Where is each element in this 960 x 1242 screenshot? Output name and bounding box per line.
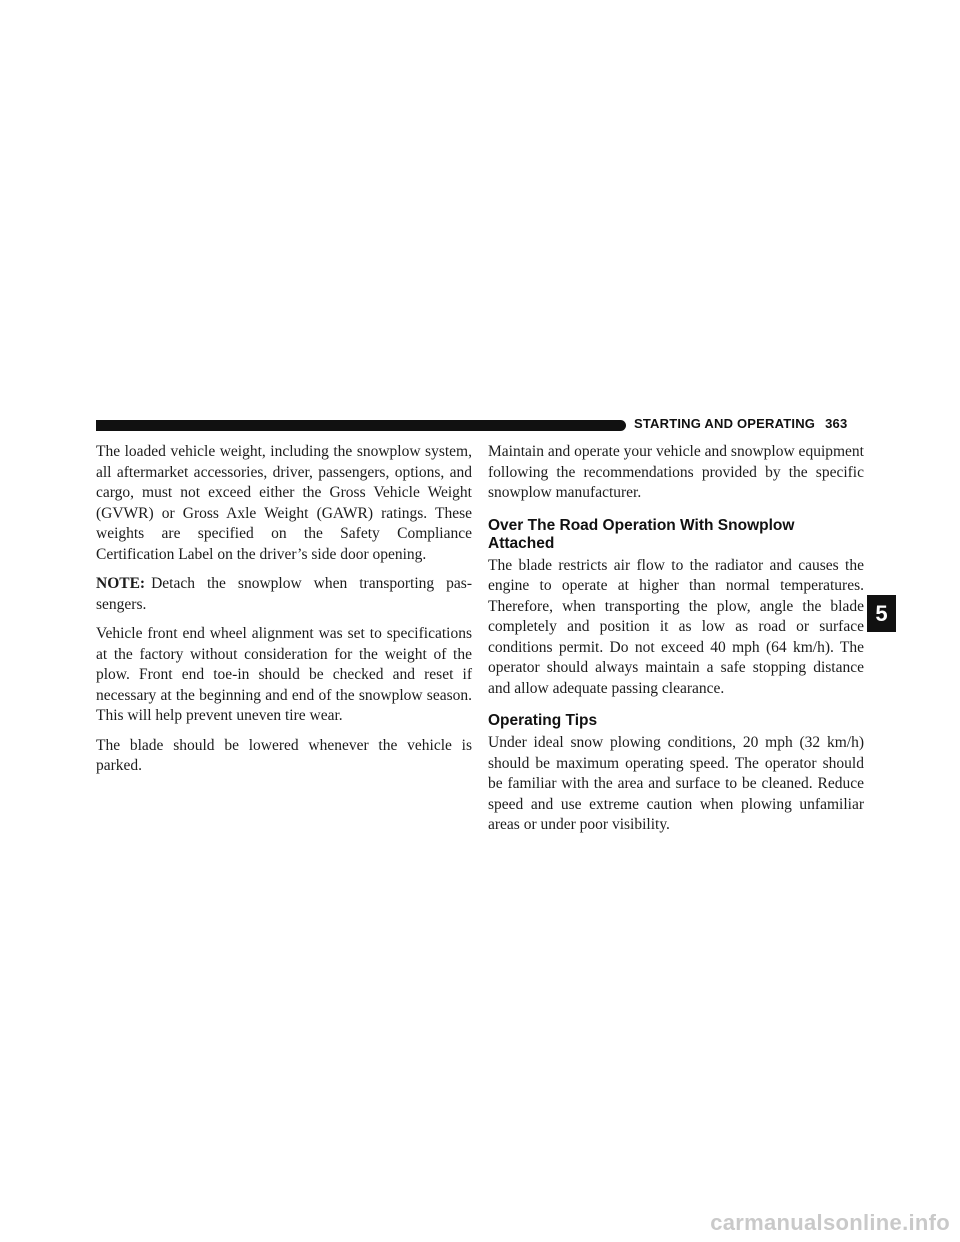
note-paragraph bbox=[96, 574, 472, 615]
running-header bbox=[634, 416, 847, 431]
right-column bbox=[488, 442, 864, 845]
note-label: NOTE: bbox=[96, 575, 146, 592]
paragraph-blade-lowered: The blade should be lowered whenever the vehicle is parked. bbox=[96, 736, 472, 774]
page-number: 363 bbox=[825, 416, 848, 431]
paragraph-maintain: Maintain and operate your vehicle and snowplow equipment following the recommendations provided by the specific snowplow manufacturer. bbox=[488, 443, 864, 501]
header-rule bbox=[96, 420, 626, 431]
section-title: STARTING AND OPERATING bbox=[634, 416, 816, 431]
heading-operating-tips: Operating Tips bbox=[488, 712, 598, 729]
watermark: carmanualsonline.info bbox=[710, 1210, 950, 1235]
heading-over-the-road: Over The Road Operation With Snowplow Attached bbox=[488, 516, 795, 552]
paragraph-blade-restricts: The blade restricts air flow to the radiator and causes the engine to operate at higher than normal temperatures. Therefore, when transporting the plow, angle the blade completely and position it as low as road or surface conditions permit. Do not exceed 40 mph (64 km/h). The operator should always maintain a safe stopping distance and allow adequate passing clearance. bbox=[488, 556, 864, 697]
chapter-tab: 5 bbox=[867, 595, 896, 632]
left-column bbox=[96, 442, 472, 786]
paragraph-operating-tips: Under ideal snow plowing conditions, 20 mph (32 km/h) should be maximum operating speed. The operator should be familiar with the area and surface to be cleaned. Reduce speed and use extreme caution when plowing unfamiliar areas or under poor visibility. bbox=[488, 734, 864, 833]
note-text: Detach the snowplow when transporting passengers. bbox=[96, 575, 472, 613]
paragraph-vehicle-weight: The loaded vehicle weight, including the snowplow system, all aftermarket accessories, driver, passengers, options, and cargo, must not exceed either the Gross Vehicle Weight (GVWR) or Gross Axle Weight (GAWR) ratings. These weights are specified on the Safety Compliance Certification Label on the driver’s side door opening. bbox=[96, 443, 472, 563]
paragraph-wheel-alignment: Vehicle front end wheel alignment was set to specifications at the factory without consideration for the weight of the plow. Front end toe-in should be checked and reset if necessary at the beginning and end of the snowplow season. This will help prevent uneven tire wear. bbox=[96, 625, 472, 724]
